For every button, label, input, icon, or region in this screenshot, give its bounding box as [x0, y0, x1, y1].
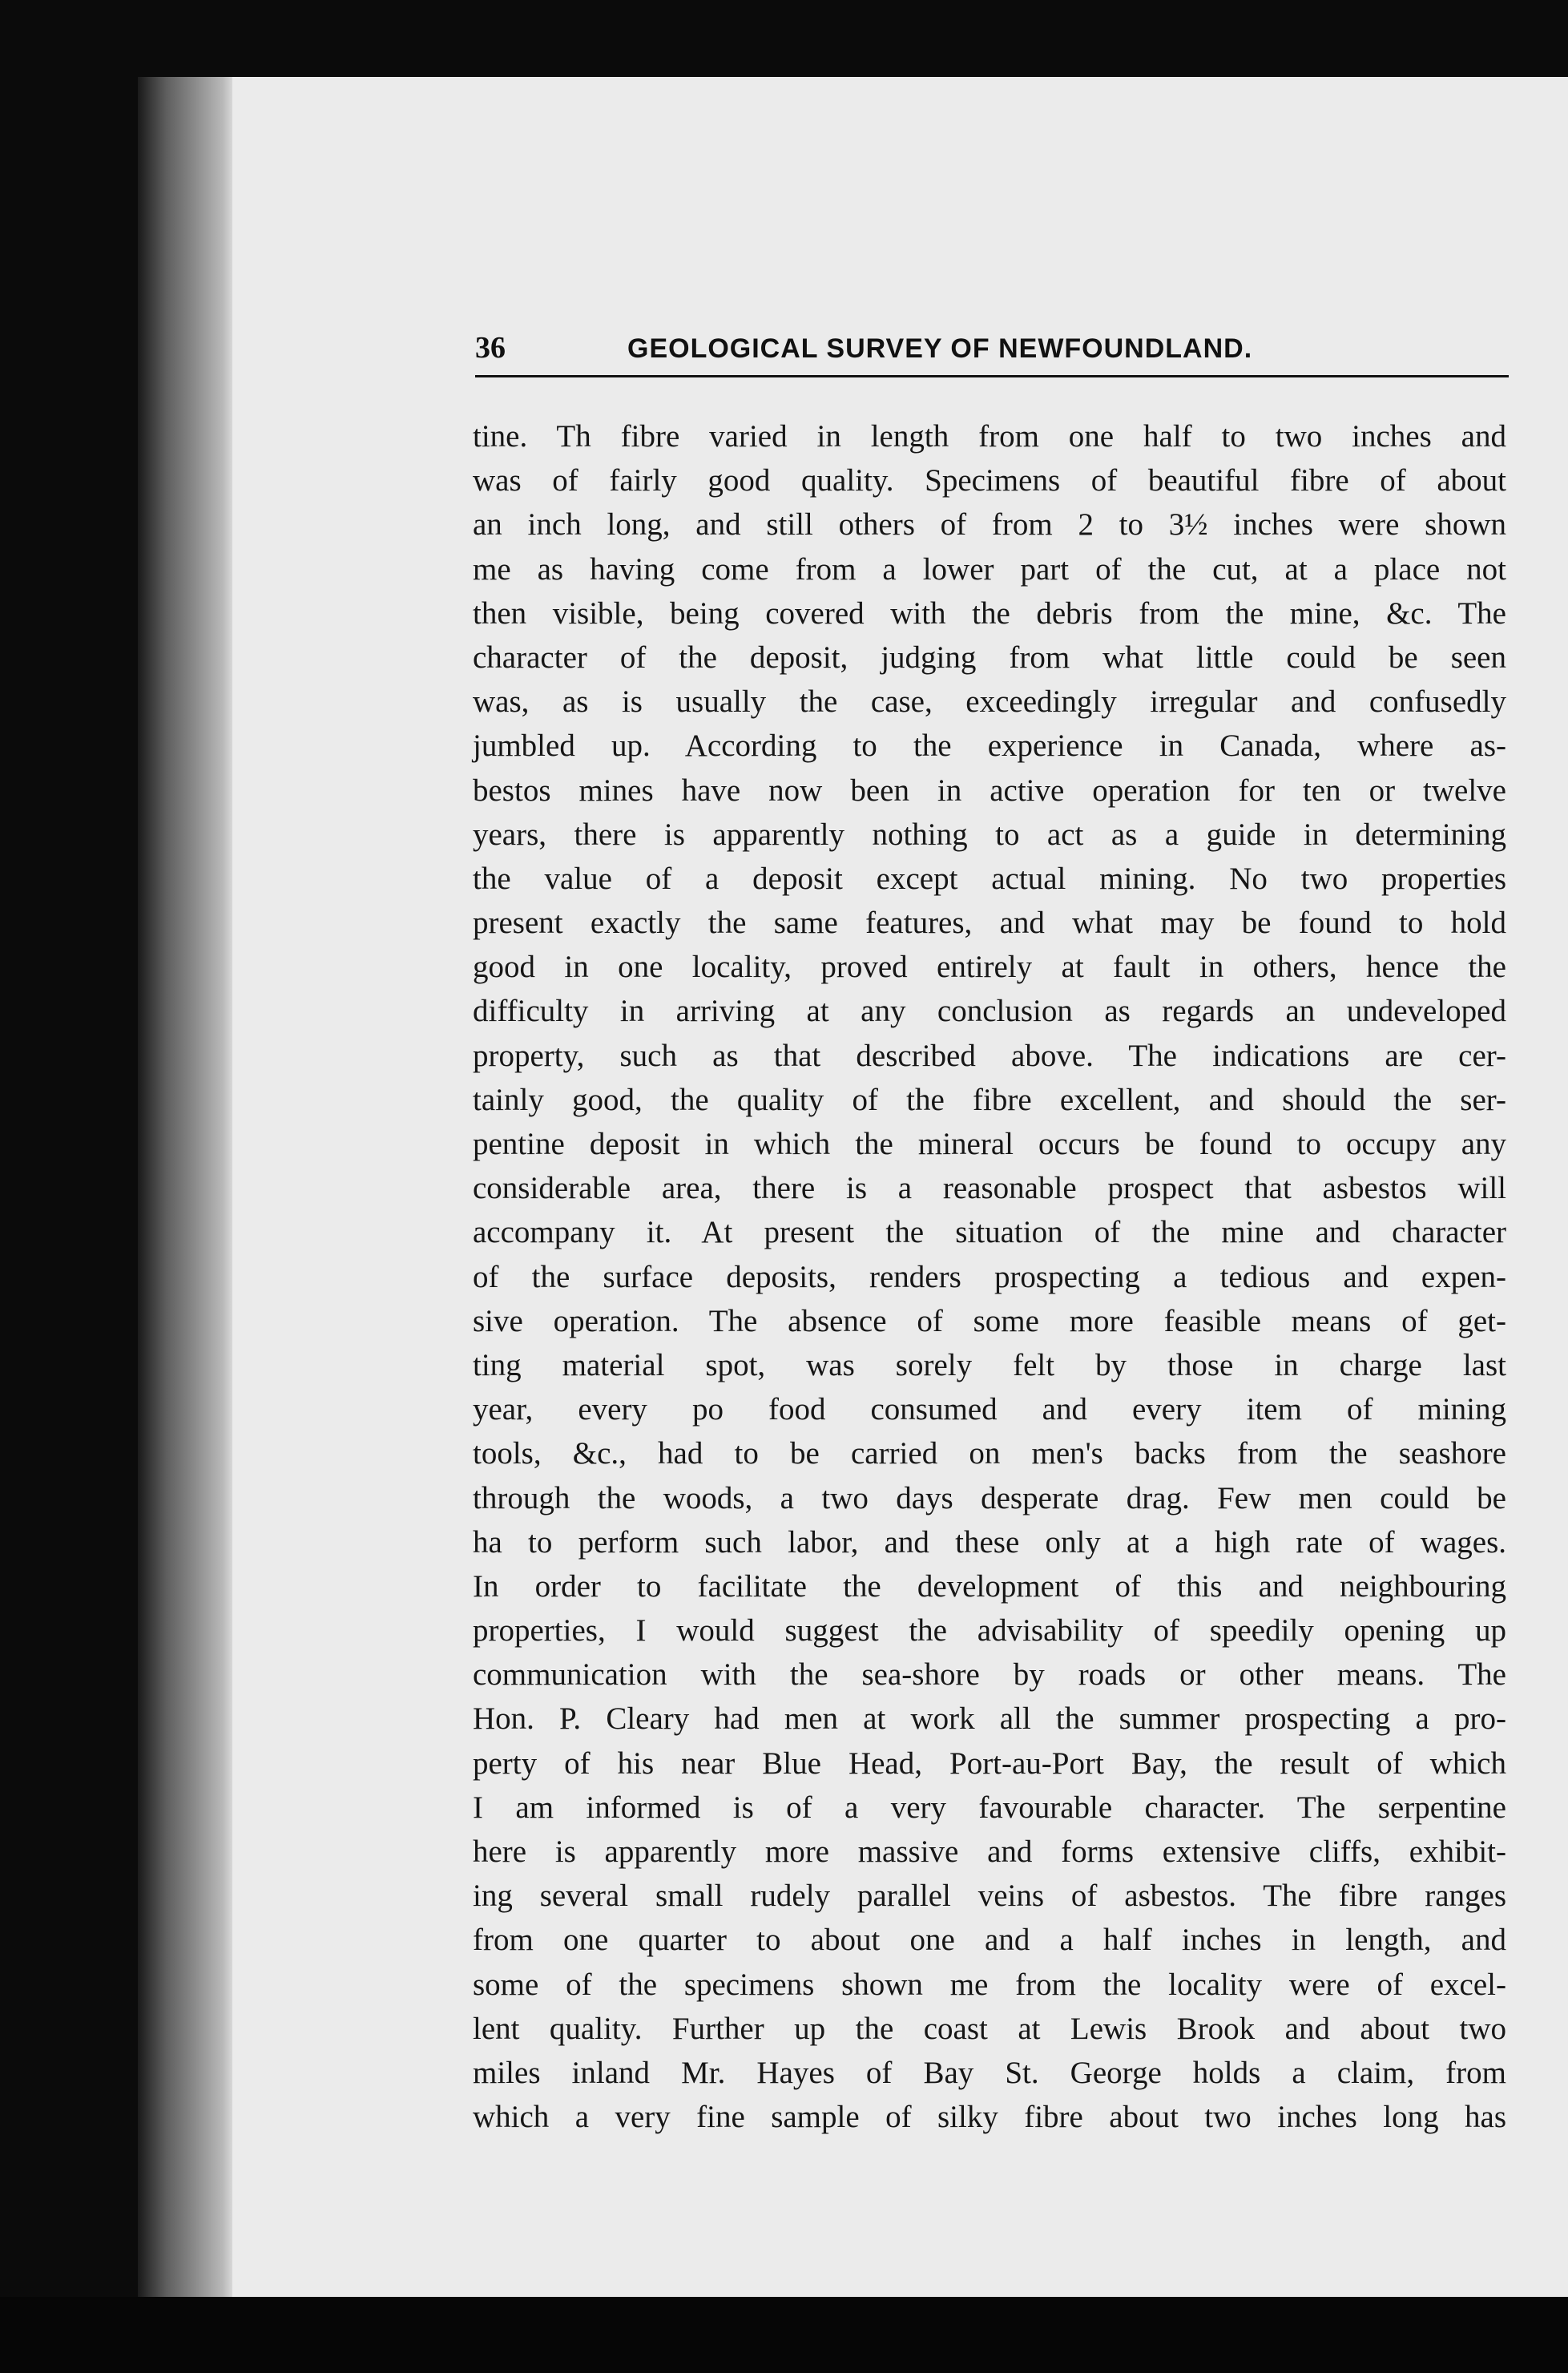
text-line: through the woods, a two days desperate drag. Few men could be — [473, 1480, 1506, 1515]
text-line: character of the deposit, judging from what little could be seen — [473, 640, 1506, 675]
text-line: properties, I would suggest the advisability of speedily opening up — [473, 1613, 1506, 1649]
text-line: pentine deposit in which the mineral occurs be found to occupy any — [473, 1127, 1506, 1161]
text-line: communication with the sea-shore by roads or other means. The — [473, 1657, 1506, 1693]
text-line: Hon. P. Cleary had men at work all the summer prospecting a pro- — [473, 1701, 1506, 1737]
text-line: considerable area, there is a reasonable prospect that asbestos will — [473, 1171, 1506, 1206]
text-line: an inch long, and still others of from 2 to 3½ inches were shown — [473, 507, 1506, 543]
text-line: me as having come from a lower part of the cut, at a place not — [473, 551, 1506, 587]
text-line: good in one locality, proved entirely at fault in others, hence the — [473, 950, 1506, 985]
text-line: bestos mines have now been in active operation for ten or twelve — [473, 773, 1506, 808]
text-line: of the surface deposits, renders prospecting a tedious and expen- — [473, 1259, 1506, 1294]
body-text — [473, 414, 1506, 2139]
text-line: some of the specimens shown me from the locality were of excel- — [473, 1967, 1506, 2002]
text-line: lent quality. Further up the coast at Lewis Brook and about two — [473, 2011, 1506, 2046]
text-line: miles inland Mr. Hayes of Bay St. George holds a claim, from — [473, 2055, 1506, 2090]
page-number: 36 — [475, 331, 506, 365]
text-line: year, every po food consumed and every item of mining — [473, 1392, 1506, 1427]
text-line: tine. Th fibre varied in length from one half to two inches and — [473, 419, 1506, 454]
text-line: ing several small rudely parallel veins of asbestos. The fibre ranges — [473, 1879, 1506, 1914]
page-header — [475, 327, 1509, 377]
text-line: property, such as that described above. The indications are cer- — [473, 1038, 1506, 1073]
text-line: perty of his near Blue Head, Port-au-Port Bay, the result of which — [473, 1745, 1506, 1781]
text-line: tools, &c., had to be carried on men's backs from the seashore — [473, 1436, 1506, 1471]
text-line: here is apparently more massive and forms extensive cliffs, exhibit- — [473, 1834, 1506, 1869]
text-line: difficulty in arriving at any conclusion as regards an undeveloped — [473, 994, 1506, 1029]
text-line: which a very fine sample of silky fibre about two inches long has — [473, 2100, 1506, 2135]
text-line: tainly good, the quality of the fibre excellent, and should the ser- — [473, 1082, 1506, 1117]
book-spine — [138, 77, 232, 2297]
scan-border — [0, 2297, 1568, 2373]
text-line: ha to perform such labor, and these only at a high rate of wages. — [473, 1524, 1506, 1560]
text-line: sive operation. The absence of some more feasible means of get- — [473, 1303, 1506, 1338]
text-line: was of fairly good quality. Specimens of beautiful fibre of about — [473, 463, 1506, 498]
text-line: jumbled up. According to the experience in Canada, where as- — [473, 728, 1506, 764]
text-line: ting material spot, was sorely felt by those in charge last — [473, 1347, 1506, 1382]
text-line: I am informed is of a very favourable character. The serpentine — [473, 1790, 1506, 1825]
text-line: In order to facilitate the development of this and neighbouring — [473, 1568, 1506, 1604]
running-title: GEOLOGICAL SURVEY OF NEWFOUNDLAND. — [627, 333, 1253, 364]
text-line: the value of a deposit except actual mining. No two properties — [473, 861, 1506, 896]
text-line: was, as is usually the case, exceedingly irregular and confusedly — [473, 684, 1506, 720]
text-line: from one quarter to about one and a half inches in length, and — [473, 1923, 1506, 1958]
text-line: years, there is apparently nothing to act as a guide in determining — [473, 817, 1506, 852]
text-line: present exactly the same features, and what may be found to hold — [473, 906, 1506, 941]
text-line: then visible, being covered with the debris from the mine, &c. The — [473, 595, 1506, 631]
text-line: accompany it. At present the situation of the mine and character — [473, 1215, 1506, 1250]
